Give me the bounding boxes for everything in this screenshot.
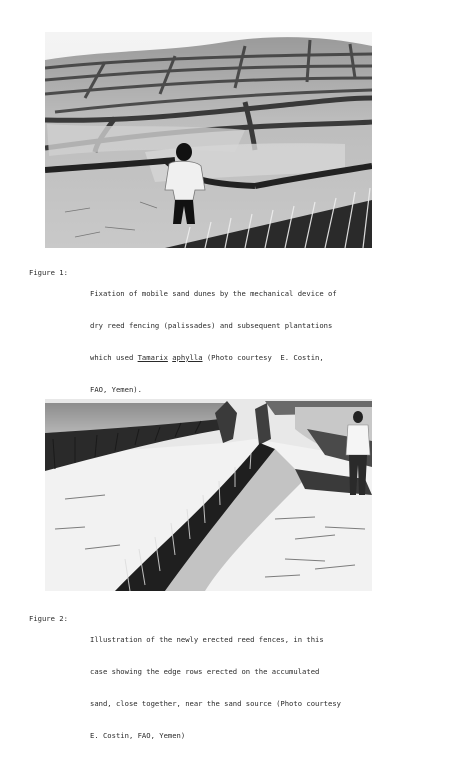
dune-fencing-photo-1	[45, 32, 372, 248]
caption-line-start: which used	[90, 352, 138, 362]
caption-line: sand, close together, near the sand source (Photo courtesy	[90, 698, 341, 708]
figure-1-label: Figure 1:	[29, 268, 68, 277]
caption-line: Fixation of mobile sand dunes by the mechanical device of	[90, 289, 337, 299]
figure-2-caption	[29, 614, 429, 740]
figure-1-photo	[45, 32, 372, 248]
caption-line: FAO, Yemen).	[90, 384, 142, 394]
caption-line: E. Costin, FAO, Yemen)	[90, 730, 186, 740]
caption-line-tail: (Photo courtesy E. Costin,	[202, 352, 324, 362]
dune-fencing-photo-2	[45, 399, 372, 591]
figure-2-photo	[45, 399, 372, 591]
caption-line: Illustration of the newly erected reed fences, in this	[90, 635, 324, 645]
figure-2-caption-text	[90, 614, 341, 762]
species-genus: Tamarix	[137, 352, 168, 362]
caption-line	[90, 353, 337, 364]
caption-line: dry reed fencing (palissades) and subsequent plantations	[90, 320, 333, 330]
figure-1-caption-text	[90, 268, 337, 416]
caption-line: case showing the edge rows erected on the accumulated	[90, 666, 320, 676]
species-epithet: aphylla	[172, 352, 203, 362]
figure-1-caption	[29, 268, 419, 394]
figure-2-label: Figure 2:	[29, 614, 68, 623]
